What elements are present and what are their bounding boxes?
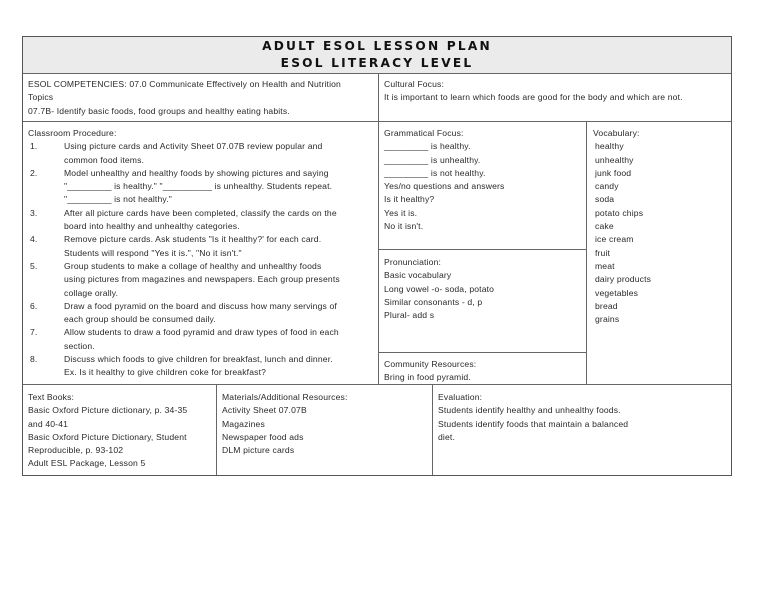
classroom-procedure-cell bbox=[23, 122, 379, 385]
procedure-step bbox=[28, 353, 378, 380]
evaluation-cell bbox=[433, 385, 731, 475]
step-text: using pictures from magazines and newspapers. Each group presents bbox=[64, 274, 340, 285]
vocabulary-item: junk food bbox=[595, 167, 632, 178]
grammatical-focus-cell bbox=[379, 122, 587, 250]
cultural-focus-cell bbox=[379, 74, 731, 122]
vocabulary-item: ice cream bbox=[595, 234, 634, 245]
classroom-procedure-label: Classroom Procedure: bbox=[28, 128, 117, 138]
vocabulary-item: fruit bbox=[595, 247, 611, 258]
step-text: "_________ is healthy." "__________ is unhealthy. Students repeat. bbox=[64, 181, 333, 192]
pronunciation-line: Similar consonants - d, p bbox=[384, 296, 483, 307]
cultural-focus-label: Cultural Focus: bbox=[384, 79, 445, 89]
step-text: common food items. bbox=[64, 154, 145, 165]
grammar-line: _________ is not healthy. bbox=[384, 167, 486, 178]
vocabulary-item: cake bbox=[595, 221, 614, 232]
vocabulary-item: meat bbox=[595, 260, 615, 271]
procedure-step bbox=[28, 233, 378, 260]
community-resources-line: Bring in food pyramid. bbox=[384, 372, 471, 383]
vocabulary-item: soda bbox=[595, 194, 615, 205]
text-book-line: Reproducible, p. 93-102 bbox=[28, 445, 124, 456]
materials-line: Magazines bbox=[222, 418, 265, 429]
lesson-plan-document bbox=[22, 36, 732, 476]
grammar-line: Yes it is. bbox=[384, 207, 418, 218]
vocabulary-item: bread bbox=[595, 300, 618, 311]
grammar-line: _________ is unhealthy. bbox=[384, 154, 481, 165]
pronunciation-line: Plural- add s bbox=[384, 310, 435, 321]
step-text: Model unhealthy and healthy foods by showing pictures and saying bbox=[64, 167, 329, 178]
vocabulary-item: potato chips bbox=[595, 207, 644, 218]
step-number: 3. bbox=[30, 207, 38, 218]
procedure-step bbox=[28, 207, 378, 234]
competencies-cell bbox=[23, 74, 379, 122]
step-number: 5. bbox=[30, 260, 38, 271]
step-text: section. bbox=[64, 340, 95, 351]
procedure-step bbox=[28, 140, 378, 167]
pronunciation-line: Basic vocabulary bbox=[384, 270, 452, 281]
materials-line: Newspaper food ads bbox=[222, 431, 304, 442]
text-book-line: Basic Oxford Picture Dictionary, Student bbox=[28, 431, 187, 442]
step-text: Draw a food pyramid on the board and discuss how many servings of bbox=[64, 300, 337, 311]
cultural-focus-text: It is important to learn which foods are good for the body and which are not. bbox=[384, 92, 683, 103]
step-number: 7. bbox=[30, 327, 38, 338]
text-books-label: Text Books: bbox=[28, 392, 75, 402]
text-books-cell bbox=[23, 385, 217, 475]
pronunciation-cell bbox=[379, 250, 587, 353]
step-number: 8. bbox=[30, 354, 38, 365]
community-resources-cell bbox=[379, 353, 587, 385]
vocabulary-item: healthy bbox=[595, 141, 624, 152]
text-book-line: Basic Oxford Picture dictionary, p. 34-35 bbox=[28, 405, 188, 416]
step-text: collage orally. bbox=[64, 287, 119, 298]
grammatical-focus-label: Grammatical Focus: bbox=[384, 128, 464, 138]
step-text: Remove picture cards. Ask students "Is it healthy?' for each card. bbox=[64, 234, 322, 245]
vocabulary-item: dairy products bbox=[595, 274, 652, 285]
vocabulary-label: Vocabulary: bbox=[593, 128, 640, 138]
competencies-line-2: Topics bbox=[28, 92, 54, 103]
procedure-step bbox=[28, 326, 378, 353]
vocabulary-item: grains bbox=[595, 314, 620, 325]
vocabulary-item: unhealthy bbox=[595, 154, 634, 165]
step-text: Using picture cards and Activity Sheet 07.07B review popular and bbox=[64, 141, 323, 152]
step-number: 1. bbox=[30, 141, 38, 152]
step-text: Discuss which foods to give children for breakfast, lunch and dinner. bbox=[64, 354, 333, 365]
materials-line: Activity Sheet 07.07B bbox=[222, 405, 307, 416]
competencies-line-3: 07.7B- Identify basic foods, food groups and healthy eating habits. bbox=[28, 105, 290, 116]
pronunciation-label: Pronunciation: bbox=[384, 257, 442, 267]
step-text: Ex. Is it healthy to give children coke for breakfast? bbox=[64, 367, 267, 378]
text-book-line: and 40-41 bbox=[28, 418, 69, 429]
grammar-line: _________ is healthy. bbox=[384, 141, 471, 152]
title-line-2: ESOL LITERACY LEVEL bbox=[280, 56, 474, 70]
step-text: "_________ is not healthy." bbox=[64, 194, 172, 205]
grammar-line: Yes/no questions and answers bbox=[384, 181, 505, 192]
evaluation-line: diet. bbox=[438, 431, 455, 442]
materials-line: DLM picture cards bbox=[222, 445, 295, 456]
text-book-line: Adult ESL Package, Lesson 5 bbox=[28, 458, 146, 469]
step-text: After all picture cards have been completed, classify the cards on the bbox=[64, 207, 337, 218]
step-text: Group students to make a collage of healthy and unhealthy foods bbox=[64, 260, 322, 271]
procedure-step bbox=[28, 260, 378, 300]
evaluation-line: Students identify healthy and unhealthy foods. bbox=[438, 405, 621, 416]
evaluation-label: Evaluation: bbox=[438, 392, 483, 402]
grammar-line: Is it healthy? bbox=[384, 194, 435, 205]
materials-cell bbox=[217, 385, 433, 475]
pronunciation-line: Long vowel -o- soda, potato bbox=[384, 283, 495, 294]
vocabulary-cell bbox=[587, 122, 731, 385]
step-number: 4. bbox=[30, 234, 38, 245]
step-text: board into healthy and unhealthy categories. bbox=[64, 221, 240, 232]
competencies-line-1: ESOL COMPETENCIES: 07.0 Communicate Effectively on Health and Nutrition bbox=[28, 79, 341, 89]
materials-label: Materials/Additional Resources: bbox=[222, 392, 348, 402]
step-number: 6. bbox=[30, 300, 38, 311]
procedure-step bbox=[28, 167, 378, 207]
evaluation-line: Students identify foods that maintain a balanced bbox=[438, 418, 629, 429]
step-number: 2. bbox=[30, 167, 38, 178]
procedure-step bbox=[28, 300, 378, 327]
lesson-plan-header bbox=[23, 37, 731, 74]
vocabulary-item: candy bbox=[595, 181, 619, 192]
title-line-1: ADULT ESOL LESSON PLAN bbox=[262, 39, 492, 53]
vocabulary-item: vegetables bbox=[595, 287, 639, 298]
community-resources-label: Community Resources: bbox=[384, 359, 477, 369]
grammar-line: No it isn't. bbox=[384, 221, 424, 232]
step-text: Allow students to draw a food pyramid and draw types of food in each bbox=[64, 327, 339, 338]
step-text: Students will respond "Yes it is.", "No it isn't." bbox=[64, 247, 242, 258]
step-text: each group should be consumed daily. bbox=[64, 314, 216, 325]
